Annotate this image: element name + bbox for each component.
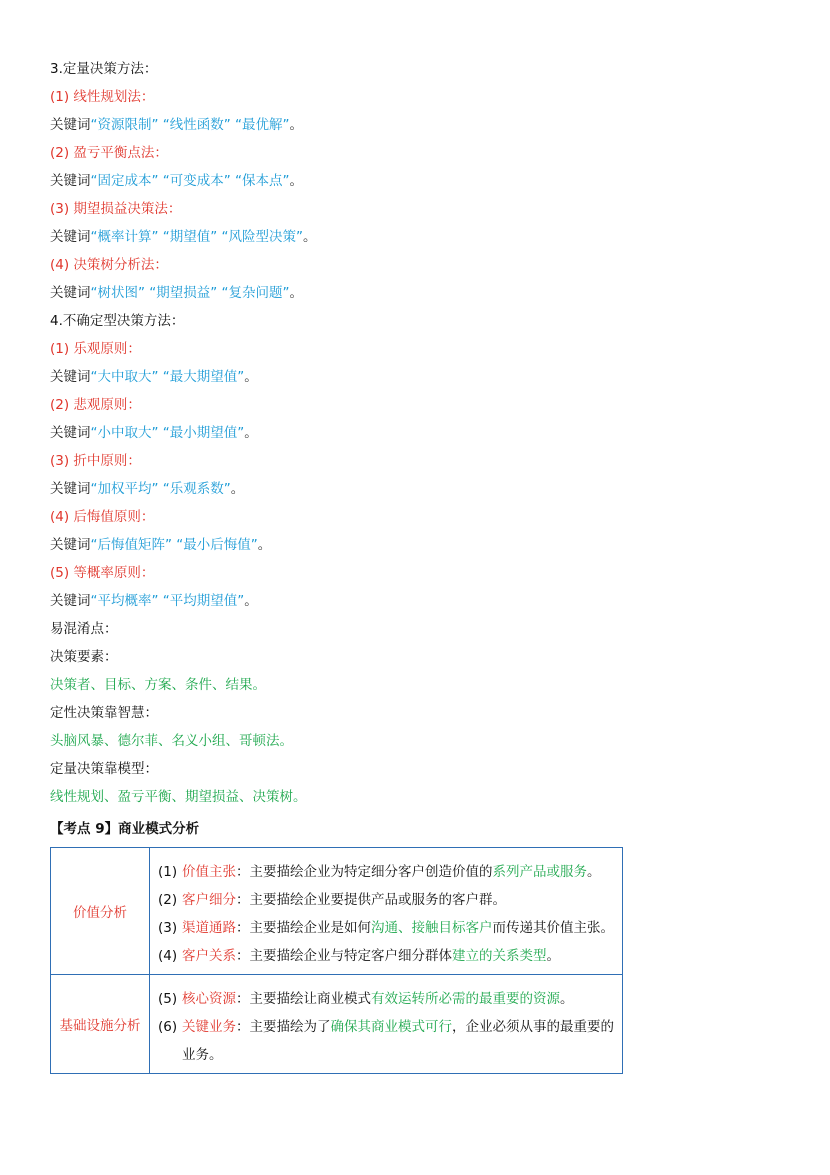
text-line bbox=[50, 391, 630, 419]
text-span: “固定成本” “可变成本” “保本点” bbox=[90, 173, 290, 189]
text-span: 。 bbox=[289, 173, 304, 189]
text-line bbox=[50, 139, 630, 167]
item-number: (2) bbox=[158, 892, 178, 908]
text-span: “概率计算” “期望值” “风险型决策” bbox=[90, 229, 304, 245]
item-text: 确保其商业模式可行 bbox=[330, 1019, 452, 1035]
text-line bbox=[50, 671, 630, 699]
text-span: (1) 乐观原则： bbox=[50, 341, 141, 357]
items-cell bbox=[150, 848, 623, 975]
item-number: (3) bbox=[158, 920, 178, 936]
item-text: 客户关系 bbox=[182, 948, 236, 964]
text-span: 3.定量决策方法： bbox=[50, 61, 158, 77]
text-line bbox=[50, 195, 630, 223]
text-line bbox=[50, 307, 630, 335]
text-line bbox=[50, 335, 630, 363]
text-span: 关键词 bbox=[50, 117, 91, 133]
item-text: 关键业务 bbox=[182, 1019, 236, 1035]
item-text: ：主要描绘企业与特定客户细分群体 bbox=[236, 948, 452, 964]
list-item bbox=[158, 985, 622, 1013]
text-span: “后悔值矩阵” “最小后悔值” bbox=[90, 537, 258, 553]
item-text: ：主要描绘企业是如何 bbox=[236, 920, 371, 936]
text-line bbox=[50, 223, 630, 251]
item-text: 。 bbox=[587, 864, 601, 880]
document-body bbox=[50, 55, 630, 811]
text-span: 关键词 bbox=[50, 369, 91, 385]
text-span: 。 bbox=[244, 369, 258, 385]
text-span: (2) 悲观原则： bbox=[50, 397, 141, 413]
text-span: 关键词 bbox=[50, 537, 91, 553]
section-title: 【考点 9】商业模式分析 bbox=[50, 821, 200, 837]
text-span: 关键词 bbox=[50, 229, 91, 245]
text-line bbox=[50, 531, 630, 559]
text-span: 决策要素： bbox=[50, 649, 118, 665]
text-line bbox=[50, 363, 630, 391]
text-span: “小中取大” “最小期望值” bbox=[90, 425, 245, 441]
item-text: 建立的关系类型 bbox=[452, 948, 547, 964]
item-text: 而传递其价值主张。 bbox=[492, 920, 614, 936]
table-row bbox=[51, 975, 623, 1074]
text-line bbox=[50, 587, 630, 615]
category-cell: 价值分析 bbox=[51, 848, 150, 975]
item-text: ：主要描绘企业为特定细分客户创造价值的 bbox=[236, 864, 493, 880]
text-span: 关键词 bbox=[50, 285, 91, 301]
text-span: 定量决策靠模型： bbox=[50, 761, 158, 777]
text-span: “平均概率” “平均期望值” bbox=[90, 593, 245, 609]
item-text: 渠道通路 bbox=[182, 920, 236, 936]
item-number: (1) bbox=[158, 864, 178, 880]
text-line bbox=[50, 251, 630, 279]
item-text: ，企业必须从事的最重要的业务。 bbox=[182, 1019, 614, 1063]
text-span: 。 bbox=[289, 285, 304, 301]
text-line bbox=[50, 783, 630, 811]
text-line bbox=[50, 83, 630, 111]
text-span: 。 bbox=[303, 229, 317, 245]
text-span: 。 bbox=[244, 593, 258, 609]
text-line bbox=[50, 615, 630, 643]
text-line bbox=[50, 699, 630, 727]
text-span: 关键词 bbox=[50, 593, 91, 609]
item-number: (6) bbox=[158, 1019, 178, 1035]
text-span: 。 bbox=[244, 425, 258, 441]
item-text: ：主要描绘让商业模式 bbox=[236, 991, 371, 1007]
text-span: “资源限制” “线性函数” “最优解” bbox=[90, 117, 290, 133]
text-line bbox=[50, 727, 630, 755]
text-span: 4.不确定型决策方法： bbox=[50, 313, 185, 329]
item-text: 沟通、接触目标客户 bbox=[371, 920, 493, 936]
text-span: 。 bbox=[230, 481, 245, 497]
text-line bbox=[50, 167, 630, 195]
item-text: ：主要描绘企业要提供产品或服务的客户群。 bbox=[236, 892, 506, 908]
business-model-table bbox=[50, 847, 623, 1074]
item-text: 。 bbox=[546, 948, 560, 964]
list-item bbox=[158, 914, 622, 942]
text-span: “加权平均” “乐观系数” bbox=[90, 481, 231, 497]
text-span: 。 bbox=[289, 117, 304, 133]
text-span: (3) 折中原则： bbox=[50, 453, 141, 469]
text-span: 决策者、目标、方案、条件、结果。 bbox=[50, 677, 266, 693]
list-item bbox=[158, 886, 622, 914]
text-line bbox=[50, 475, 630, 503]
text-span: 关键词 bbox=[50, 425, 91, 441]
text-line bbox=[50, 755, 630, 783]
item-text: 有效运转所必需的最重要的资源 bbox=[371, 991, 560, 1007]
text-span: 关键词 bbox=[50, 173, 91, 189]
text-span: (1) 线性规划法： bbox=[50, 89, 155, 105]
text-span: “大中取大” “最大期望值” bbox=[90, 369, 245, 385]
text-span: 线性规划、盈亏平衡、期望损益、决策树。 bbox=[50, 789, 307, 805]
item-text: 价值主张 bbox=[182, 864, 236, 880]
list-item bbox=[158, 942, 622, 970]
items-cell bbox=[150, 975, 623, 1074]
text-line bbox=[50, 111, 630, 139]
text-span: 。 bbox=[257, 537, 272, 553]
text-span: 易混淆点： bbox=[50, 621, 118, 637]
text-line bbox=[50, 447, 630, 475]
category-cell: 基础设施分析 bbox=[51, 975, 150, 1074]
text-line bbox=[50, 643, 630, 671]
text-span: (4) 后悔值原则： bbox=[50, 509, 155, 525]
text-line bbox=[50, 279, 630, 307]
text-span: (4) 决策树分析法： bbox=[50, 257, 168, 273]
text-span: 头脑风暴、德尔菲、名义小组、哥顿法。 bbox=[50, 733, 293, 749]
text-line bbox=[50, 55, 630, 83]
table-row bbox=[51, 848, 623, 975]
item-number: (4) bbox=[158, 948, 178, 964]
text-span: (2) 盈亏平衡点法： bbox=[50, 145, 168, 161]
item-text: 。 bbox=[560, 991, 574, 1007]
text-line bbox=[50, 419, 630, 447]
text-span: “树状图” “期望损益” “复杂问题” bbox=[90, 285, 290, 301]
item-text: 客户细分 bbox=[182, 892, 236, 908]
list-item bbox=[158, 858, 622, 886]
item-text: 核心资源 bbox=[182, 991, 236, 1007]
item-text: ：主要描绘为了 bbox=[236, 1019, 331, 1035]
text-span: 关键词 bbox=[50, 481, 91, 497]
text-span: (5) 等概率原则： bbox=[50, 565, 155, 581]
item-text: 系列产品或服务 bbox=[492, 864, 587, 880]
list-item bbox=[158, 1013, 622, 1069]
text-span: 定性决策靠智慧： bbox=[50, 705, 158, 721]
item-number: (5) bbox=[158, 991, 178, 1007]
text-span: (3) 期望损益决策法： bbox=[50, 201, 182, 217]
text-line bbox=[50, 559, 630, 587]
text-line bbox=[50, 503, 630, 531]
